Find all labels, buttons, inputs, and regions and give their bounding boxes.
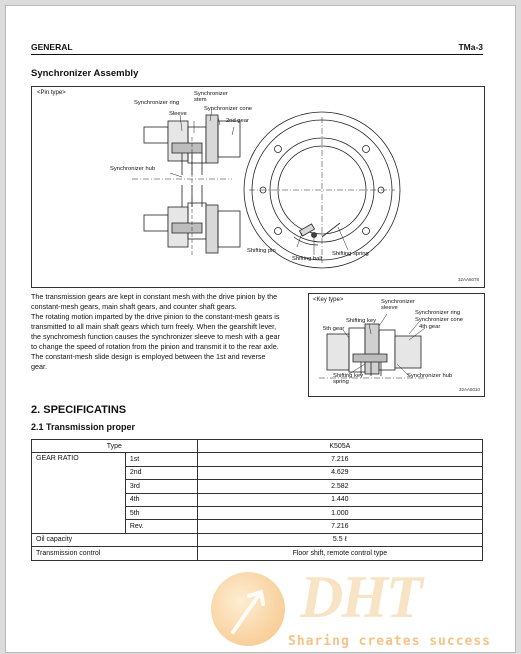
section-title: Synchronizer Assembly	[31, 68, 139, 79]
arrow-icon	[211, 572, 285, 646]
figure-code: 32AA6010	[458, 387, 480, 392]
label-synchronizer-hub: Synchronizer hub	[407, 373, 453, 379]
label-shifting-key: Shifting key	[346, 318, 376, 324]
watermark-tagline: Sharing creates success	[288, 634, 492, 649]
description-text: The transmission gears are kept in constant mesh with the drive pinion by the constant-mesh gears, main shaft gears, and counter shaft gears. The rotating motion imparted by the drive pinion to the constant-mesh gears is transmitted to all main shaft gears which turn freely. When the gearshift lever, the synchromesh function causes the synchronizer sleeve to mesh with a gear to change the speed of rotation from the pinion and transmit it to the rear axle. The constant-mesh slide design is employed between the 1st and reverse gear.	[31, 292, 280, 371]
transmission-proper-heading: 2.1 Transmission proper	[31, 422, 136, 432]
gear-ratio-value: 2.582	[197, 480, 482, 493]
oil-capacity-value: 5.5 ℓ	[197, 533, 482, 546]
label-synchronizer-ring: Synchronizer ring	[415, 310, 461, 316]
type-label: Type	[32, 440, 198, 453]
watermark-logo-text: DHT	[300, 564, 421, 630]
oil-capacity-label: Oil capacity	[32, 533, 198, 546]
table-row	[32, 440, 483, 453]
label-sleeve: Sleeve	[169, 111, 187, 117]
type-value: K505A	[197, 440, 482, 453]
header-page-code: TMa-3	[458, 42, 483, 52]
key-type-figure	[308, 293, 485, 397]
label-shifting-spring: Shifting spring	[332, 251, 369, 257]
label-5th-gear: 5th gear	[323, 326, 345, 332]
pin-type-figure	[31, 86, 485, 288]
label-synchronizer-stem: Synchronizer stem	[194, 91, 228, 104]
label-synchronizer-cone: Synchronizer cone	[204, 106, 253, 112]
label-4th-gear: 4th gear	[419, 324, 441, 330]
gear-ratio-value: 4.629	[197, 466, 482, 479]
figure-code: 32AA6078	[457, 277, 479, 282]
label-shifting-pin: Shifting pin	[247, 248, 276, 254]
transmission-control-value: Floor shift, remote control type	[197, 547, 482, 560]
gear-ratio-value: 1.000	[197, 506, 482, 519]
page-header	[31, 40, 483, 55]
spec-table	[31, 439, 483, 561]
gear-ratio-value: 7.216	[197, 453, 482, 466]
gear-ratio-value: 7.216	[197, 520, 482, 533]
label-2nd-gear: 2nd gear	[226, 118, 249, 124]
label-shifting-ball: Shifting ball	[292, 256, 322, 262]
pin-type-drawing	[32, 87, 484, 287]
gear-name: 5th	[125, 506, 197, 519]
gear-name: Rev.	[125, 520, 197, 533]
gear-name: 1st	[125, 453, 197, 466]
specifications-heading: 2. SPECIFICATINS	[31, 404, 127, 416]
gear-ratio-value: 1.440	[197, 493, 482, 506]
figure-tag: <Key type>	[313, 297, 344, 303]
gear-name: 4th	[125, 493, 197, 506]
header-section: GENERAL	[31, 42, 73, 52]
gear-ratio-label: GEAR RATIO	[32, 453, 126, 533]
label-synchronizer-ring: Synchronizer ring	[134, 100, 180, 106]
label-synchronizer-hub: Synchronizer hub	[110, 166, 156, 172]
table-row	[32, 533, 483, 546]
transmission-control-label: Transmission control	[32, 547, 198, 560]
figure-tag: <Pin type>	[37, 90, 66, 96]
label-synchronizer-sleeve: Synchronizer sleeve	[381, 299, 415, 312]
label-synchronizer-cone: Synchronizer cone	[415, 317, 464, 323]
table-row	[32, 547, 483, 560]
watermark-logo-circle	[211, 572, 285, 646]
gear-name: 2nd	[125, 466, 197, 479]
gear-name: 3rd	[125, 480, 197, 493]
table-row	[32, 453, 483, 466]
label-shifting-key-spring: Shifting key spring	[333, 373, 363, 386]
